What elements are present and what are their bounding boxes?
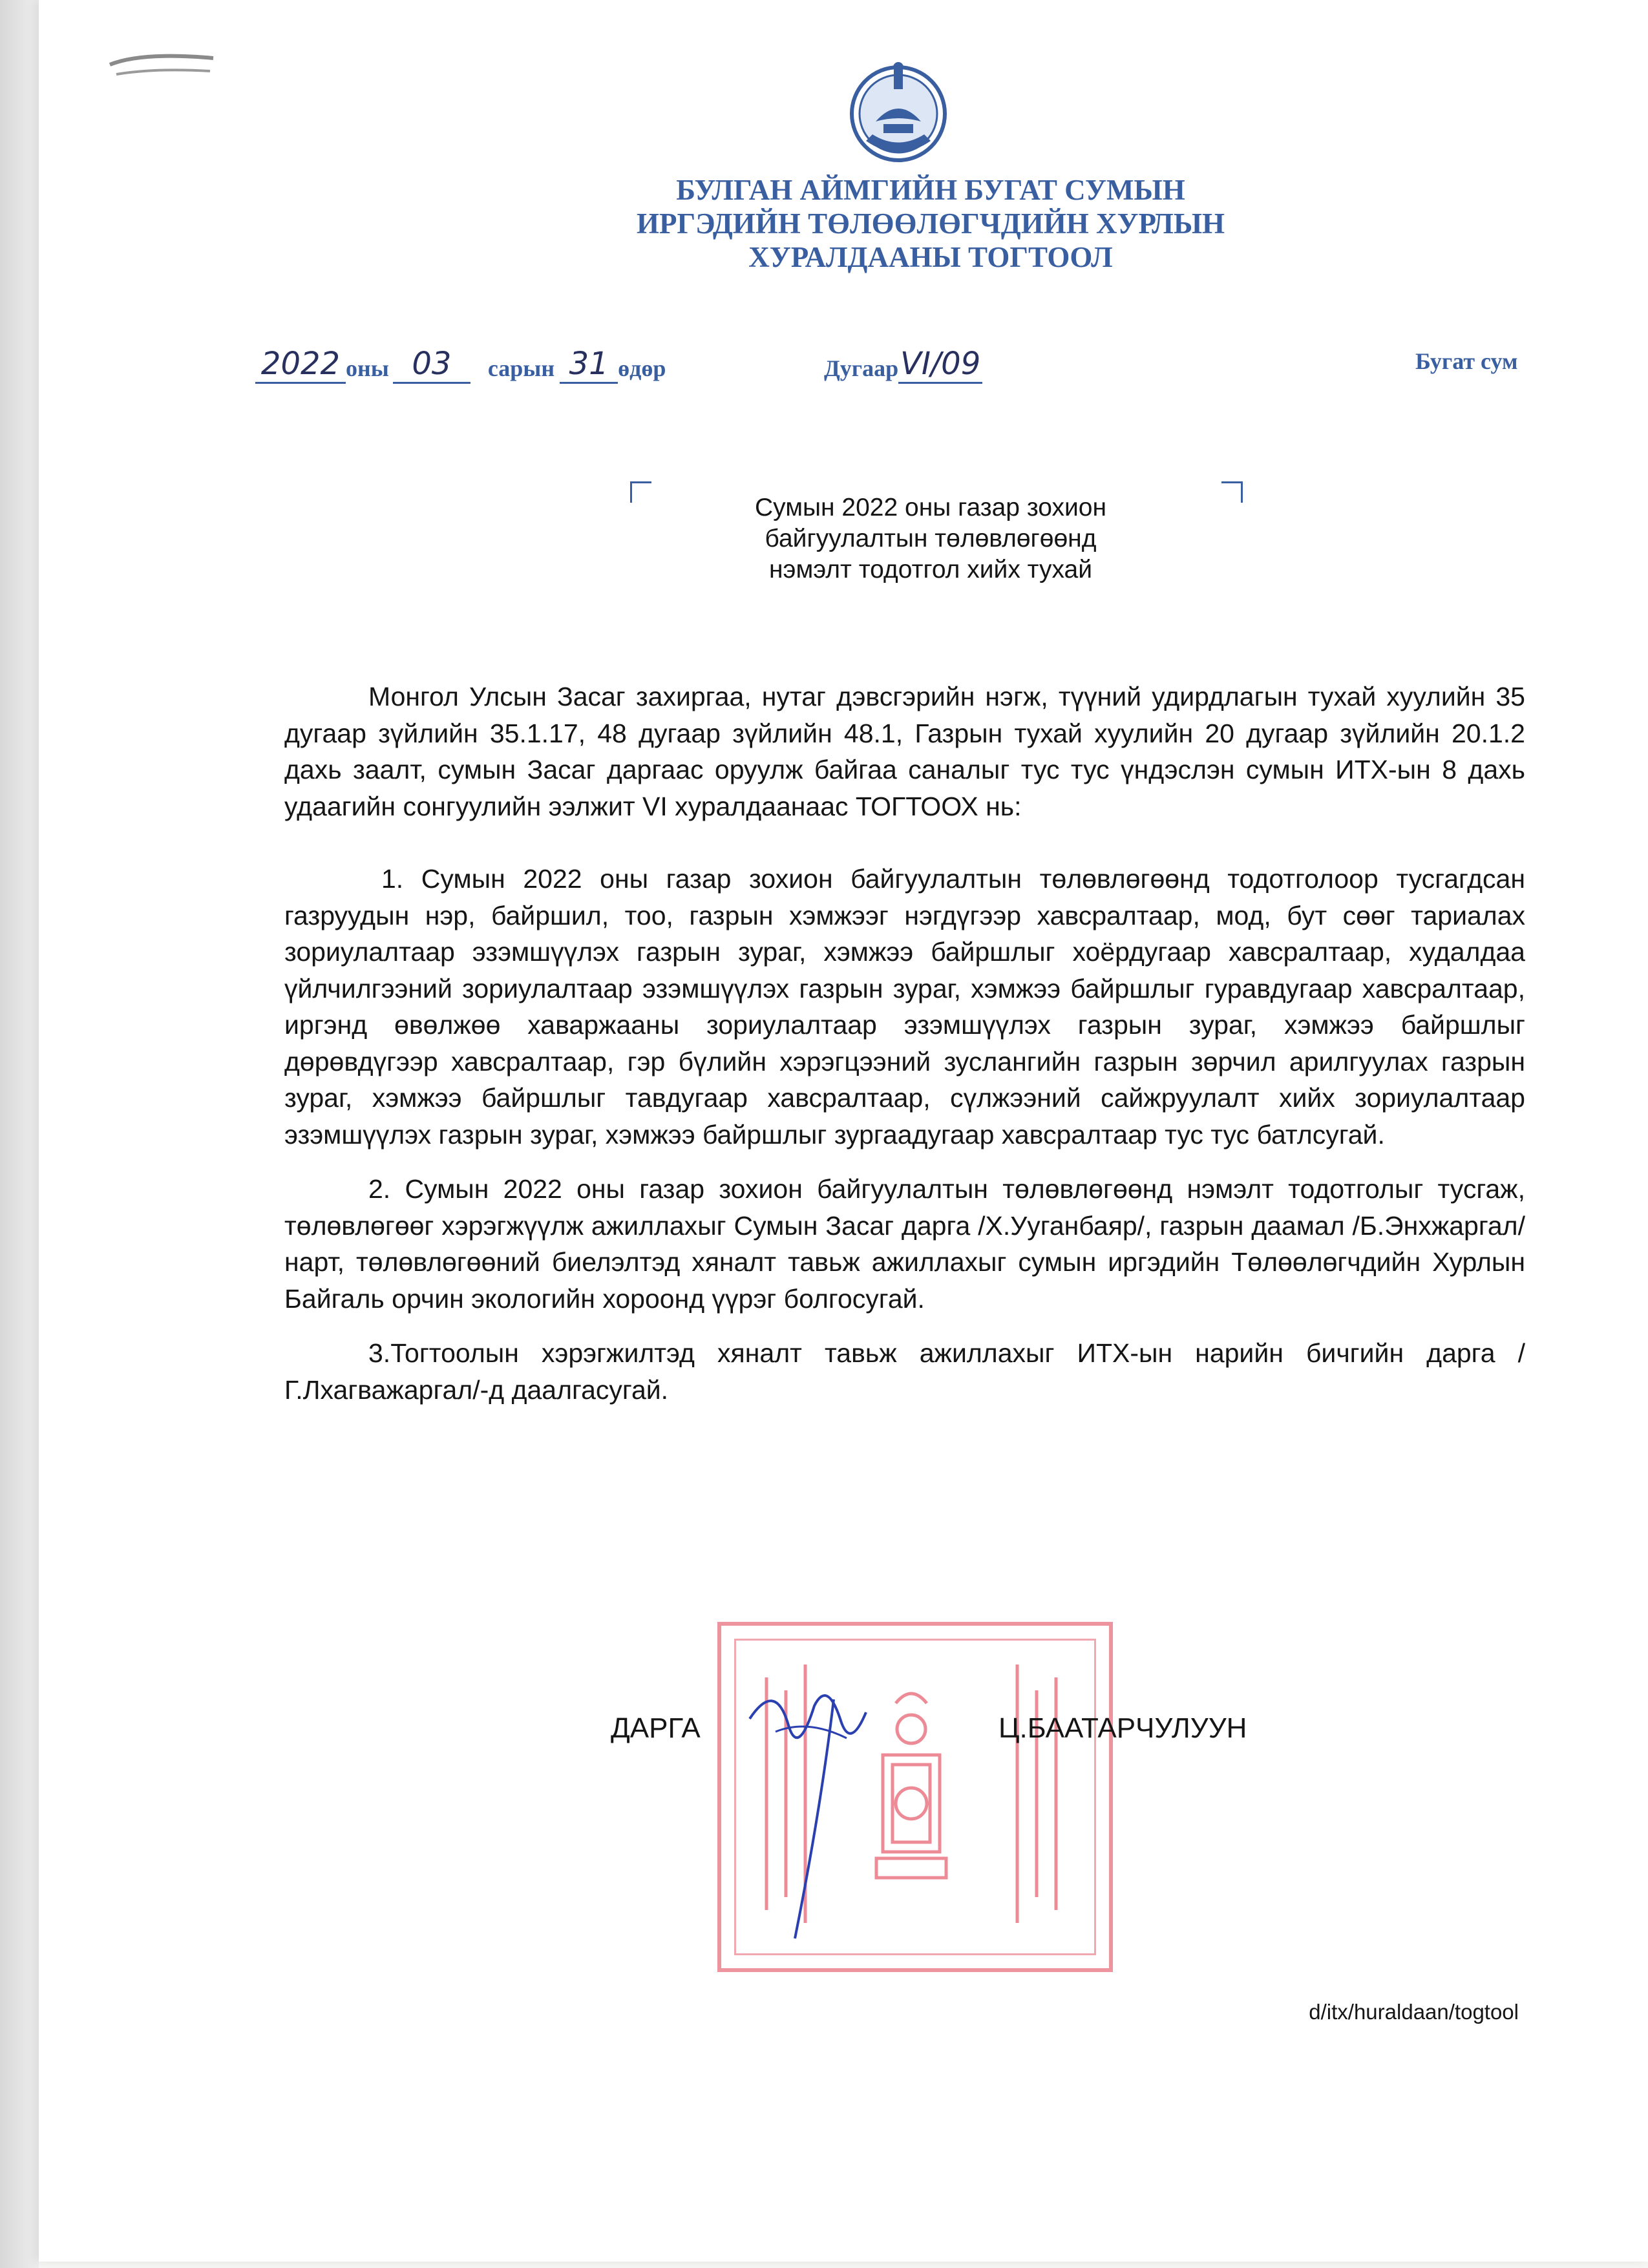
header-line-1: БУЛГАН АЙМГИЙН БУГАТ СУМЫН — [676, 174, 1185, 206]
subject-bracket-right — [1221, 481, 1243, 503]
signer-title: ДАРГА — [611, 1712, 701, 1744]
document-header — [452, 173, 1409, 274]
number-label: Дугаар — [824, 355, 899, 381]
document-body — [284, 678, 1525, 1408]
header-line-2: ИРГЭДИЙН ТӨЛӨӨЛӨГЧДИЙН ХУРЛЫН — [636, 207, 1225, 240]
preamble-paragraph: Монгол Улсын Засаг захиргаа, нутаг дэвсгэрийн нэгж, түүний удирдлагын тухай хуулийн 35 дугаар зүйлийн 35.1.17, 48 дугаар зүйлийн 48.1, Газрын тухай хуулийн 20 дугаар зүйлийн 20.1.2 дахь заалт, сумын Засаг даргаас оруулж байгаа саналыг тус тус үндэслэн сумын ИТХ-ын 8 дахь удаагийн сонгуулийн ээлжит VI хуралдаанаас ТОГТООХ нь: — [284, 682, 1525, 821]
location-line — [1415, 346, 1518, 391]
number-field: VI/09 — [898, 346, 982, 384]
date-line — [255, 346, 666, 391]
resolution-item-2: 2. Сумын 2022 оны газар зохион байгуулалтын төлөвлөгөөнд нэмэлт тодотголыг тусгаж, төлөвлөгөөг хэрэгжүүлж ажиллахыг Сумын Засаг дарга /Х.Ууганбаяр/, газрын даамал /Б.Энхжаргал/ нарт, төлөвлөгөөний биелэлтэд хяналт тавьж ажиллахыг сумын иргэдийн Төлөөлөгчдийн Хурлын Байгаль орчин экологийн хороонд үүрэг болгосугай. — [284, 1174, 1525, 1314]
document-footer-code: d/itx/huraldaan/togtool — [1309, 2000, 1519, 2024]
state-emblem-icon — [843, 57, 953, 167]
month-label: сарын — [487, 355, 555, 381]
subject-line-3: нэмэлт тодотгол хийх тухай — [769, 556, 1092, 583]
resolution-item-3: 3.Тогтоолын хэрэгжилтэд хяналт тавьж ажиллахыг ИТХ-ын нарийн бичгийн дарга /Г.Лхагважаргал/-д даалгасугай. — [284, 1338, 1525, 1405]
document-subject — [640, 492, 1221, 585]
number-line — [824, 346, 982, 391]
subject-line-1: Сумын 2022 оны газар зохион — [754, 494, 1107, 521]
year-label: оны — [346, 355, 389, 381]
handwritten-signature — [737, 1680, 905, 1951]
paper-clip-mark — [103, 39, 220, 90]
signer-name: Ц.БААТАРЧУЛУУН — [998, 1712, 1247, 1744]
day-label: өдөр — [618, 355, 666, 381]
year-field: 2022 — [255, 346, 346, 384]
month-field: 03 — [393, 346, 470, 384]
page-edge-shadow — [0, 0, 39, 2268]
day-field: 31 — [560, 346, 618, 384]
header-line-3: ХУРАЛДААНЫ ТОГТООЛ — [748, 241, 1113, 273]
subject-line-2: байгуулалтын төлөвлөгөөнд — [765, 525, 1097, 552]
location-label: Бугат сум — [1415, 348, 1518, 374]
resolution-item-1: 1. Сумын 2022 оны газар зохион байгуулалтын төлөвлөгөөнд тодотголоор тусгагдсан газруудын нэр, байршил, тоо, газрын хэмжээг нэгдүгээр хавсралтаар, мод, бут сөөг тариалах зориулалтаар эзэмшүүлэх газрын зураг, хэмжээ байршлыг хоёрдугаар хавсралтаар, худалдаа үйлчилгээний зориулалтаар эзэмшүүлэх газрын зураг, хэмжээ байршлыг гуравдугаар хавсралтаар, иргэнд өвөлжөө хаваржааны зориулалтаар эзэмшүүлэх газрын зураг, хэмжээ байршлыг дөрөвдүгээр хавсралтаар, гэр бүлийн хэрэгцээний зуслангийн газрын зөрчил арилгуулах газрын зураг, хэмжээ байршлыг тавдугаар хавсралтаар, сүлжээний сайжруулалт хийх зориулалтаар эзэмшүүлэх газрын зураг, хэмжээ байршлыг зургаадугаар хавсралтаар тус тус батлсугай. — [284, 864, 1525, 1150]
